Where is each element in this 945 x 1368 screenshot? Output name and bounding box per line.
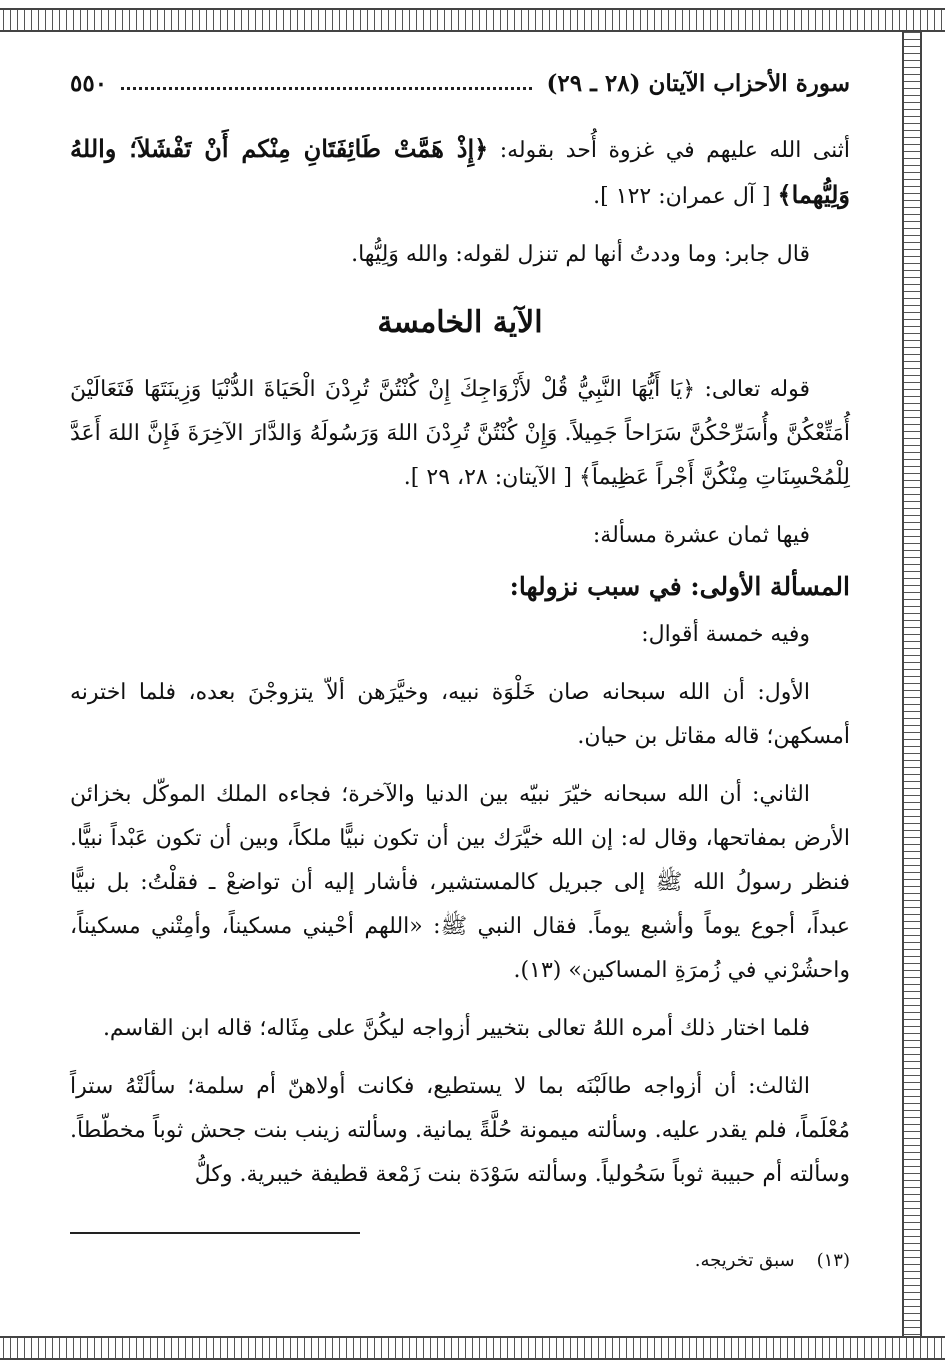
header-dot-leader [121,77,532,90]
quran-verse-1: ﴿إِذْ هَمَّتْ طَائِفَتَانِ مِنْكم أَنْ تَفْشَلاَ؛ واللهُ وَلِيُّهما﴾ [70,134,850,209]
bottom-border-ornament [0,1336,945,1360]
section-title: الآية الخامسة [377,305,543,340]
paragraph-4: فيها ثمان عشرة مسألة: [592,523,810,548]
paragraph-3-intro: قوله تعالى: [695,377,811,402]
footnote [70,1250,850,1271]
paragraph-3 [70,368,850,500]
footnote-text: سبق تخريجه. [694,1250,795,1271]
paragraph-9: الثالث: أن أزواجه طالَبْنَه بما لا يستطيع، فكانت أولاهنّ أم سلمة؛ سألَتْهُ ستراً مُعْلَماً، فلم يقدر عليه. وسألته ميمونة حُلَّةً يمانية. وسألته زينب بنت جحش ثوباً مخطّطاً. وسألته أم حبيبة ثوباً سَحُولياً. وسألته سَوْدَة بنت زَمْعة قطيفة خيبرية. وكلُّ [70,1074,850,1187]
running-header [70,70,850,97]
paragraph-8: فلما اختار ذلك أمره اللهُ تعالى بتخيير أزواجه ليكُنَّ على مِثَاله؛ قاله ابن القاسم. [102,1016,810,1041]
question-heading: المسألة الأولى: في سبب نزولها: [509,572,850,601]
footnote-separator [70,1232,360,1234]
footnote-number: (١٣) [816,1250,850,1271]
paragraph-1 [70,127,850,219]
verse-1-reference: [ آل عمران: ١٢٢ ]. [593,184,778,209]
quran-verse-2: ﴿يَا أَيُّهَا النَّبِيُّ قُلْ لأَزْوَاجِكَ إِنْ كُنْتُنَّ تُرِدْنَ الْحَيَاةَ الدُّنْيَا وَزِينَتَهَا فَتَعَالَيْنَ أُمَتِّعْكُنَّ وأُسَرِّحْكُنَّ سَرَاحاً جَمِيلاً. وَإِنْ كُنْتُنَّ تُرِدْنَ اللهَ وَرَسُولَهُ وَالدَّارَ الآخِرَةَ فَإِنَّ اللهَ أَعَدَّ لِلْمُحْسِنَاتِ مِنْكُنَّ أَجْراً عَظِيماً﴾ [70,377,850,490]
page-body [70,70,850,1211]
paragraph-7: الثاني: أن الله سبحانه خيّرَ نبيّه بين الدنيا والآخرة؛ فجاءه الملك الموكّل بخزائن الأرض بمفاتحها، وقال له: إن الله خيَّرَك بين أن تكون نبيًّا ملكاً، وبين أن تكون عَبْداً نبيًّا. فنظر رسولُ الله ﷺ إلى جبريل كالمستشير، فأشار إليه أن تواضعْ ـ فقلْتُ: بل نبيًّا عبداً، أجوع يوماً وأشبع يوماً. فقال النبي ﷺ: «اللهم أحْيني مسكيناً، وأمِتْني مسكيناً، واحشُرْني في زُمرَةِ المساكين» (١٣). [70,782,850,983]
paragraph-6: الأول: أن الله سبحانه صان خَلْوَة نبيه، وخيَّرَهن ألاّ يتزوجْنَ بعده، فلما اخترنه أمسكهن؛ قاله مقاتل بن حيان. [70,680,850,749]
paragraph-2: قال جابر: وما وددتُ أنها لم تنزل لقوله: والله وَلِيُّها. [351,242,810,267]
running-header-title: سورة الأحزاب الآيتان (٢٨ ـ ٢٩) [546,70,850,97]
paragraph-1-text: أثنى الله عليهم في غزوة أُحد بقوله: [488,138,850,163]
paragraph-5: وفيه خمسة أقوال: [641,622,810,647]
page-number: ٥٥٠ [70,70,108,97]
top-border-ornament [0,8,945,32]
verse-2-reference: [ الآيتان: ٢٨، ٢٩ ]. [403,465,580,490]
right-border-ornament [902,30,922,1338]
